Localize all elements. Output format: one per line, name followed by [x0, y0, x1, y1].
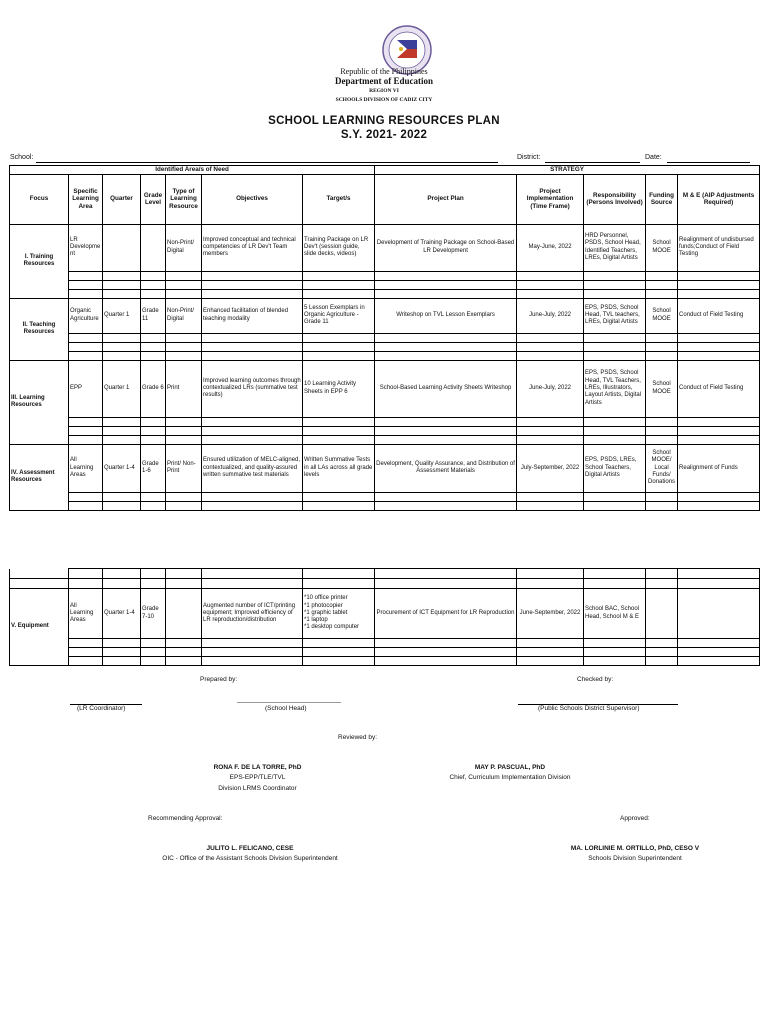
timeframe-cell: May-June, 2022 — [517, 224, 584, 271]
plan-cell: Development of Training Package on School-Based LR Development — [375, 224, 517, 271]
table-row — [10, 589, 760, 639]
district-label: District: — [517, 154, 541, 161]
col-header-grade: Grade Level — [141, 174, 166, 224]
type-cell: Print — [166, 360, 202, 417]
psds-label: (Public Schools District Supervisor) — [538, 705, 640, 712]
responsibility-cell: HRD Personnel, PSDS, School Head, Identified Teachers, LREs, Digital Artists — [584, 224, 646, 271]
date-label: Date: — [645, 154, 662, 161]
responsibility-cell: EPS, PSDS, School Head, TVL teachers, LREs, Digital Artists — [584, 298, 646, 333]
reviewer1-subtitle: Division LRMS Coordinator — [218, 785, 297, 792]
table-row — [10, 657, 760, 666]
district-field[interactable] — [545, 155, 640, 163]
focus-cell: III. Learning Resources — [10, 360, 69, 444]
funding-cell: School MOOE — [646, 298, 678, 333]
me-cell: Conduct of Field Testing — [678, 360, 760, 417]
table-row — [10, 298, 760, 333]
col-header-responsibility: Responsibility (Persons Involved) — [584, 174, 646, 224]
grade-cell: Grade 7-10 — [141, 589, 166, 639]
recommender-title: OIC - Office of the Assistant Schools Division Superintendent — [162, 855, 338, 862]
col-header-targets: Target/s — [303, 174, 375, 224]
date-field[interactable] — [667, 155, 750, 163]
timeframe-cell: June-July, 2022 — [517, 298, 584, 333]
reviewed-by-label: Reviewed by: — [338, 734, 378, 741]
quarter-cell: Quarter 1 — [103, 298, 141, 333]
targets-cell — [303, 589, 375, 639]
school-field[interactable] — [36, 155, 498, 163]
col-header-funding: Funding Source — [646, 174, 678, 224]
target-item: *1 desktop computer — [304, 624, 360, 631]
focus-cell: IV. Assessment Resources — [10, 444, 69, 510]
timeframe-cell: July-September, 2022 — [517, 444, 584, 492]
grade-cell: Grade 6 — [141, 360, 166, 417]
area-cell: All Learning Areas — [69, 589, 103, 639]
col-header-type: Type of Learning Resource — [166, 174, 202, 224]
table-row — [10, 579, 760, 589]
plan-cell: School-Based Learning Activity Sheets Writeshop — [375, 360, 517, 417]
group-header-need: Identified Area/s of Need — [10, 166, 375, 175]
funding-cell: School MOOE — [646, 224, 678, 271]
equipment-table — [9, 568, 760, 666]
targets-cell: Written Summative Tests in all LAs across all grade levels — [303, 444, 375, 492]
school-label: School: — [10, 154, 34, 161]
funding-cell — [646, 589, 678, 639]
col-header-objectives: Objectives — [202, 174, 303, 224]
table-row — [10, 492, 760, 501]
school-head-label: (School Head) — [265, 705, 307, 712]
table-row — [10, 224, 760, 271]
funding-cell: School MOOE — [646, 360, 678, 417]
col-header-quarter: Quarter — [103, 174, 141, 224]
prepared-by-label: Prepared by: — [200, 676, 238, 683]
table-row — [10, 333, 760, 342]
quarter-cell: Quarter 1 — [103, 360, 141, 417]
area-cell: Organic Agriculture — [69, 298, 103, 333]
grade-cell — [141, 224, 166, 271]
plan-cell: Writeshop on TVL Lesson Exemplars — [375, 298, 517, 333]
reviewer1-name: RONA F. DE LA TORRE, PhD — [213, 764, 302, 771]
grade-cell: Grade 11 — [141, 298, 166, 333]
targets-cell: Training Package on LR Dev't (session guide, slide decks, videos) — [303, 224, 375, 271]
reviewer2-title: Chief, Curriculum Implementation Division — [449, 774, 571, 781]
responsibility-cell: EPS, PSDS, School Head, TVL Teachers, LREs, Illustrators, Layout Artists, Digital Artists — [584, 360, 646, 417]
me-cell — [678, 589, 760, 639]
focus-cell: I. Training Resources — [10, 224, 69, 298]
objectives-cell: Improved learning outcomes through contextualized LRs (summative test results) — [202, 360, 303, 417]
responsibility-cell: EPS, PSDS, LREs, School Teachers, Digital Artists — [584, 444, 646, 492]
objectives-cell: Ensured utilization of MELC-aligned, contextualized, and quality-assured written summative test materials — [202, 444, 303, 492]
school-year: S.Y. 2021- 2022 — [340, 129, 428, 141]
type-cell: Non-Print/ Digital — [166, 298, 202, 333]
responsibility-cell: School BAC, School Head, School M & E — [584, 589, 646, 639]
quarter-cell: Quarter 1-4 — [103, 589, 141, 639]
type-cell — [166, 589, 202, 639]
table-row — [10, 360, 760, 417]
me-cell: Conduct of Field Testing — [678, 298, 760, 333]
lr-coordinator-label: (LR Coordinator) — [77, 705, 126, 712]
table-row — [10, 351, 760, 360]
quarter-cell: Quarter 1-4 — [103, 444, 141, 492]
division-line: SCHOOLS DIVISION OF CADIZ CITY — [335, 97, 433, 103]
document-title: SCHOOL LEARNING RESOURCES PLAN — [268, 115, 500, 127]
approved-label: Approved: — [620, 815, 650, 822]
target-item: *1 graphic tablet — [304, 609, 348, 616]
objectives-cell: Enhanced facilitation of blended teaching modality — [202, 298, 303, 333]
table-row — [10, 444, 760, 492]
table-row — [10, 435, 760, 444]
table-row — [10, 648, 760, 657]
learning-resources-table — [9, 165, 760, 511]
republic-line: Republic of the Philippines — [340, 67, 428, 76]
table-row — [10, 271, 760, 280]
department-name: Department of Education — [335, 76, 433, 86]
table-row — [10, 280, 760, 289]
approver-name: MA. LORLINIE M. ORTILLO, PhD, CESO V — [570, 845, 700, 852]
timeframe-cell: June-September, 2022 — [517, 589, 584, 639]
col-header-area: Specific Learning Area — [69, 174, 103, 224]
col-header-timeframe: Project Implementation (Time Frame) — [517, 174, 584, 224]
me-cell: Realignment of undisbursed funds;Conduct of Field Testing — [678, 224, 760, 271]
area-cell: LR Development — [69, 224, 103, 271]
school-head-signature-line — [237, 702, 341, 703]
table-row — [10, 501, 760, 510]
area-cell: All Learning Areas — [69, 444, 103, 492]
objectives-cell: Augmented number of ICT/printing equipment; Improved efficiency of LR reproduction/distribution — [202, 589, 303, 639]
objectives-cell: Improved conceptual and technical competencies of LR Dev't Team members — [202, 224, 303, 271]
recommending-label: Recommending Approval: — [148, 815, 223, 822]
target-item: *1 photocopier — [304, 602, 343, 609]
table-row — [10, 289, 760, 298]
type-cell: Print/ Non-Print — [166, 444, 202, 492]
approver-title: Schools Division Superintendent — [588, 855, 682, 862]
target-item: *1 laptop — [304, 617, 328, 624]
reviewer2-name: MAY P. PASCUAL, PhD — [474, 764, 546, 771]
plan-cell: Development, Quality Assurance, and Distribution of Assessment Materials — [375, 444, 517, 492]
focus-cell: V. Equipment — [10, 589, 69, 666]
group-header-strategy: STRATEGY — [375, 166, 760, 175]
targets-cell: 10 Learning Activity Sheets in EPP 6 — [303, 360, 375, 417]
reviewer1-title: EPS-EPP/TLE/TVL — [229, 774, 286, 781]
funding-cell: School MOOE/ Local Funds/ Donations — [646, 444, 678, 492]
col-header-focus: Focus — [10, 174, 69, 224]
table-row — [10, 426, 760, 435]
grade-cell: Grade 1-6 — [141, 444, 166, 492]
checked-by-label: Checked by: — [577, 676, 614, 683]
focus-cell: II. Teaching Resources — [10, 298, 69, 360]
region-line: REGION VI — [369, 88, 399, 94]
area-cell: EPP — [69, 360, 103, 417]
target-item: *10 office printer — [304, 595, 348, 602]
table-row — [10, 417, 760, 426]
col-header-me: M & E (AIP Adjustments Required) — [678, 174, 760, 224]
timeframe-cell: June-July, 2022 — [517, 360, 584, 417]
targets-cell: 5 Lesson Exemplars in Organic Agriculture - Grade 11 — [303, 298, 375, 333]
table-row — [10, 342, 760, 351]
plan-cell: Procurement of ICT Equipment for LR Reproduction — [375, 589, 517, 639]
me-cell: Realignment of Funds — [678, 444, 760, 492]
table-row — [10, 569, 760, 579]
table-row — [10, 639, 760, 648]
col-header-plan: Project Plan — [375, 174, 517, 224]
recommender-name: JULITO L. FELICANO, CESE — [206, 845, 294, 852]
quarter-cell — [103, 224, 141, 271]
type-cell: Non-Print/ Digital — [166, 224, 202, 271]
